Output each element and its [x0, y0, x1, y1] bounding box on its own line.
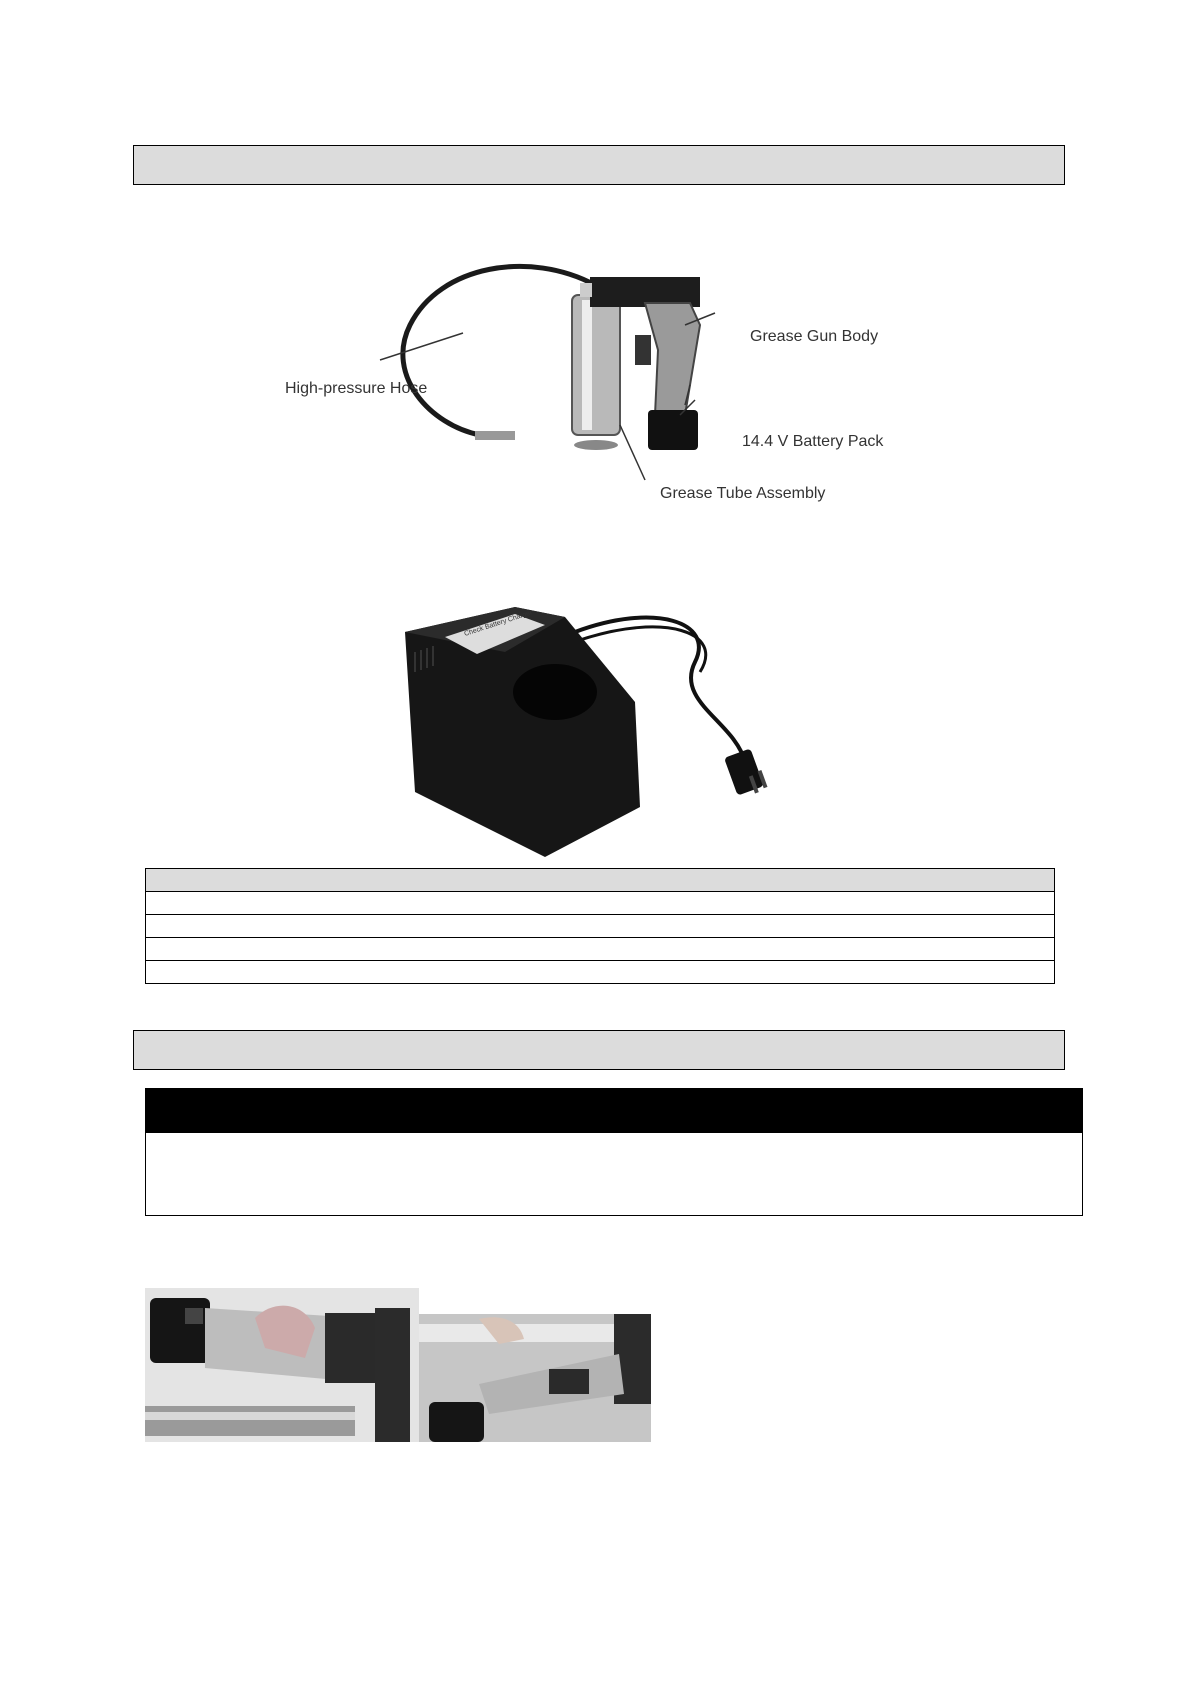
tube-base	[574, 440, 618, 450]
charger-illustration	[395, 592, 835, 862]
battery-charger-photo	[395, 592, 835, 862]
battery-insertion-photo-2	[419, 1314, 651, 1442]
label-battery-pack: 14.4 V Battery Pack	[742, 433, 884, 450]
battery-insertion-photo-1	[145, 1288, 419, 1442]
grease-gun-diagram	[285, 255, 910, 525]
gun-handle-shape	[645, 303, 700, 415]
label-grease-tube-assembly: Grease Tube Assembly	[660, 485, 826, 502]
hose-coupler	[475, 431, 515, 440]
section-header-bar	[133, 145, 1065, 185]
battery-shape	[648, 410, 698, 450]
hose-shape	[403, 266, 595, 437]
table-row	[146, 938, 1055, 961]
table-cell	[146, 938, 1055, 961]
table-row	[146, 915, 1055, 938]
table-header-row	[146, 869, 1055, 892]
trigger-shape	[635, 335, 651, 365]
section-header-bar	[133, 1030, 1065, 1070]
charger-label-text: Check Battery Charger	[463, 609, 534, 638]
label-grease-gun-body: Grease Gun Body	[750, 328, 879, 345]
warning-heading	[146, 1089, 1082, 1133]
tube-shape	[572, 295, 620, 435]
table-row	[146, 961, 1055, 984]
label-high-pressure-hose: High-pressure Hose	[285, 380, 428, 397]
warning-box	[145, 1088, 1083, 1216]
table-cell	[146, 961, 1055, 984]
specifications-table	[145, 868, 1055, 984]
table-cell	[146, 915, 1055, 938]
table-cell	[146, 869, 1055, 892]
table-cell	[146, 892, 1055, 915]
table-row	[146, 892, 1055, 915]
